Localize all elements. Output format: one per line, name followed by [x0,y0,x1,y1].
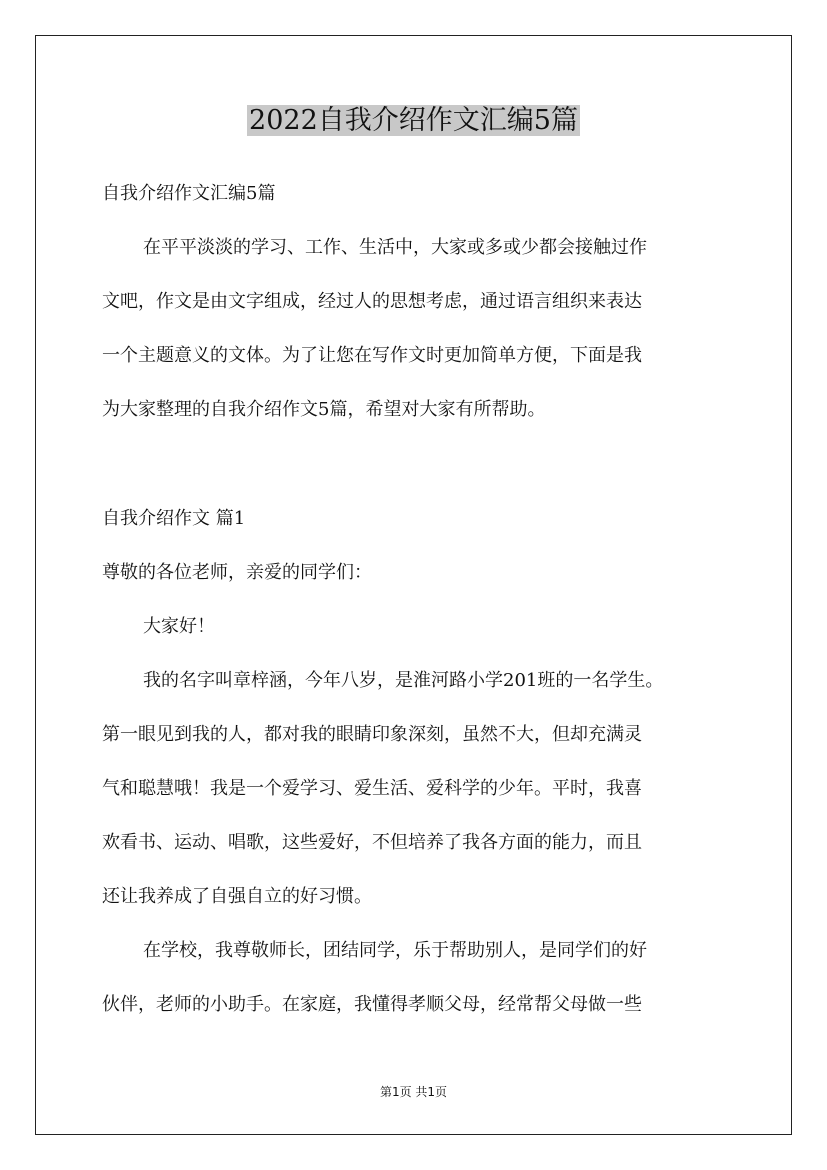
intro-line: 一个主题意义的文体。为了让您在写作文时更加简单方便，下面是我 [102,345,642,366]
hello-line: 大家好！ [143,616,215,637]
paragraph-line: 还让我养成了自强自立的好习惯。 [102,886,372,907]
section-heading: 自我介绍作文 篇1 [102,508,246,529]
intro-line: 为大家整理的自我介绍作文5篇，希望对大家有所帮助。 [102,399,546,420]
paragraph-line: 在学校，我尊敬师长，团结同学，乐于帮助别人，是同学们的好 [143,940,647,961]
page-footer: 第1页 共1页 [379,1085,448,1099]
intro-line: 在平平淡淡的学习、工作、生活中，大家或多或少都会接触过作 [143,237,647,258]
paragraph-line: 欢看书、运动、唱歌，这些爱好，不但培养了我各方面的能力，而且 [102,832,642,853]
greeting-line: 尊敬的各位老师，亲爱的同学们： [102,562,372,583]
paragraph-line: 气和聪慧哦！我是一个爱学习、爱生活、爱科学的少年。平时，我喜 [102,778,642,799]
paragraph-line: 伙伴，老师的小助手。在家庭，我懂得孝顺父母，经常帮父母做一些 [102,994,642,1015]
document-title: 2022自我介绍作文汇编5篇 [249,105,578,136]
paragraph-line: 第一眼见到我的人，都对我的眼睛印象深刻，虽然不大，但却充满灵 [102,724,642,745]
paragraph-line: 我的名字叫章梓涵，今年八岁，是淮河路小学201班的一名学生。 [143,670,664,691]
document-subtitle: 自我介绍作文汇编5篇 [102,183,276,204]
intro-line: 文吧，作文是由文字组成，经过人的思想考虑，通过语言组织来表达 [102,291,642,312]
